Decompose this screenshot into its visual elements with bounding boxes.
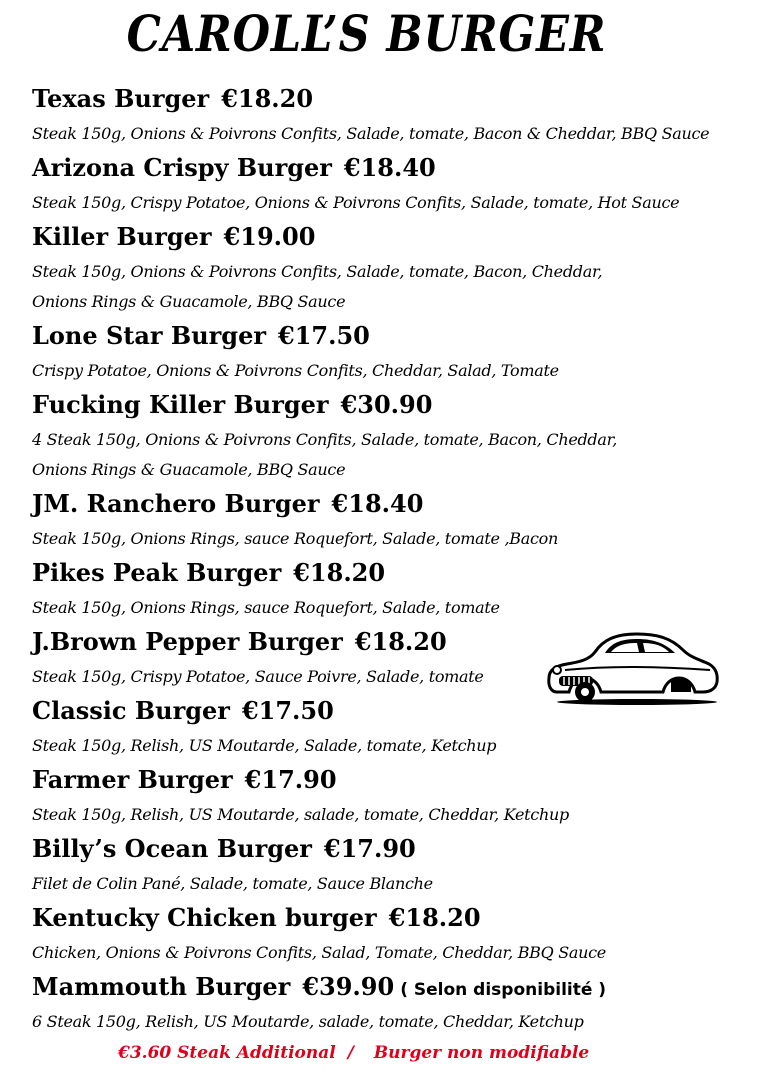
menu-item-price: €19.00: [223, 222, 316, 251]
menu-item-description: Steak 150g, Relish, US Moutarde, Salade, tomate, Ketchup: [32, 736, 497, 755]
footer-non-modifiable: Burger non modifiable: [373, 1043, 590, 1063]
menu-item: [32, 151, 747, 220]
menu-item-name: JM. Ranchero Burger: [32, 489, 320, 518]
menu-item-price: €18.20: [293, 558, 386, 587]
menu-item-description: Filet de Colin Pané, Salade, tomate, Sauce Blanche: [32, 874, 433, 893]
menu-item-heading: [32, 970, 747, 1004]
menu-item-price: €17.90: [323, 834, 416, 863]
menu-list: [32, 82, 747, 1039]
menu-item-name: Farmer Burger: [32, 765, 233, 794]
menu-item-heading: [32, 487, 747, 521]
menu-item: [32, 220, 747, 319]
menu-item-heading: [32, 388, 747, 422]
footer-separator: /: [347, 1043, 354, 1063]
menu-item-name: Killer Burger: [32, 222, 212, 251]
menu-item-name: Lone Star Burger: [32, 321, 266, 350]
classic-car-icon: [545, 626, 720, 706]
menu-item-price: €18.40: [331, 489, 424, 518]
menu-item-description: Onions Rings & Guacamole, BBQ Sauce: [32, 292, 346, 311]
menu-item-name: J.Brown Pepper Burger: [32, 627, 343, 656]
menu-item-description: Steak 150g, Relish, US Moutarde, salade, tomate, Cheddar, Ketchup: [32, 805, 569, 824]
menu-item-description: 4 Steak 150g, Onions & Poivrons Confits, Salade, tomate, Bacon, Cheddar,: [32, 430, 617, 449]
menu-item-name: Kentucky Chicken burger: [32, 903, 377, 932]
menu-item-name: Arizona Crispy Burger: [32, 153, 332, 182]
menu-item: [32, 82, 747, 151]
menu-item-heading: [32, 220, 747, 254]
footer-steak-additional: €3.60 Steak Additional: [118, 1043, 336, 1063]
menu-item: [32, 556, 747, 625]
menu-item-price: €18.20: [388, 903, 481, 932]
menu-item-description: Steak 150g, Onions & Poivrons Confits, Salade, tomate, Bacon & Cheddar, BBQ Sauce: [32, 124, 710, 143]
menu-item-heading: [32, 832, 747, 866]
menu-item-price: €18.20: [221, 84, 314, 113]
menu-item-description: Steak 150g, Crispy Potatoe, Onions & Poivrons Confits, Salade, tomate, Hot Sauce: [32, 193, 680, 212]
menu-item: [32, 388, 747, 487]
menu-item-description: Steak 150g, Onions & Poivrons Confits, Salade, tomate, Bacon, Cheddar,: [32, 262, 603, 281]
menu-item-heading: [32, 151, 747, 185]
menu-item-price: €39.90: [302, 972, 395, 1001]
menu-item-description: Crispy Potatoe, Onions & Poivrons Confits, Cheddar, Salad, Tomate: [32, 361, 559, 380]
menu-item-description: Onions Rings & Guacamole, BBQ Sauce: [32, 460, 346, 479]
menu-item-price: €18.40: [343, 153, 436, 182]
menu-item-description: Chicken, Onions & Poivrons Confits, Salad, Tomate, Cheddar, BBQ Sauce: [32, 943, 606, 962]
menu-item-price: €17.90: [244, 765, 337, 794]
menu-item: [32, 763, 747, 832]
menu-item-price: €17.50: [241, 696, 334, 725]
menu-item-name: Pikes Peak Burger: [32, 558, 282, 587]
menu-item-heading: [32, 901, 747, 935]
menu-item-name: Classic Burger: [32, 696, 230, 725]
menu-item-description: 6 Steak 150g, Relish, US Moutarde, salade, tomate, Cheddar, Ketchup: [32, 1012, 584, 1031]
menu-item: [32, 970, 747, 1039]
page-title: CAROLL’S BURGER: [126, 4, 607, 63]
menu-item-note: ( Selon disponibilité ): [400, 980, 607, 1000]
menu-item: [32, 901, 747, 970]
menu-item-description: Steak 150g, Onions Rings, sauce Roquefort, Salade, tomate ,Bacon: [32, 529, 558, 548]
menu-item-name: Texas Burger: [32, 84, 210, 113]
footer-note: [118, 1043, 589, 1063]
menu-item-heading: [32, 319, 747, 353]
menu-item-price: €17.50: [278, 321, 370, 350]
menu-item-heading: [32, 763, 747, 797]
menu-item-price: €30.90: [340, 390, 433, 419]
menu-item-name: Billy’s Ocean Burger: [32, 834, 312, 863]
menu-item-description: Steak 150g, Crispy Potatoe, Sauce Poivre, Salade, tomate: [32, 667, 484, 686]
menu-item: [32, 832, 747, 901]
menu-item: [32, 319, 747, 388]
menu-item-name: Fucking Killer Burger: [32, 390, 329, 419]
menu-item-name: Mammouth Burger: [32, 972, 291, 1001]
menu-item-heading: [32, 556, 747, 590]
menu-item-heading: [32, 82, 747, 116]
menu-item-price: €18.20: [354, 627, 447, 656]
menu-item: [32, 487, 747, 556]
menu-item-description: Steak 150g, Onions Rings, sauce Roquefort, Salade, tomate: [32, 598, 500, 617]
